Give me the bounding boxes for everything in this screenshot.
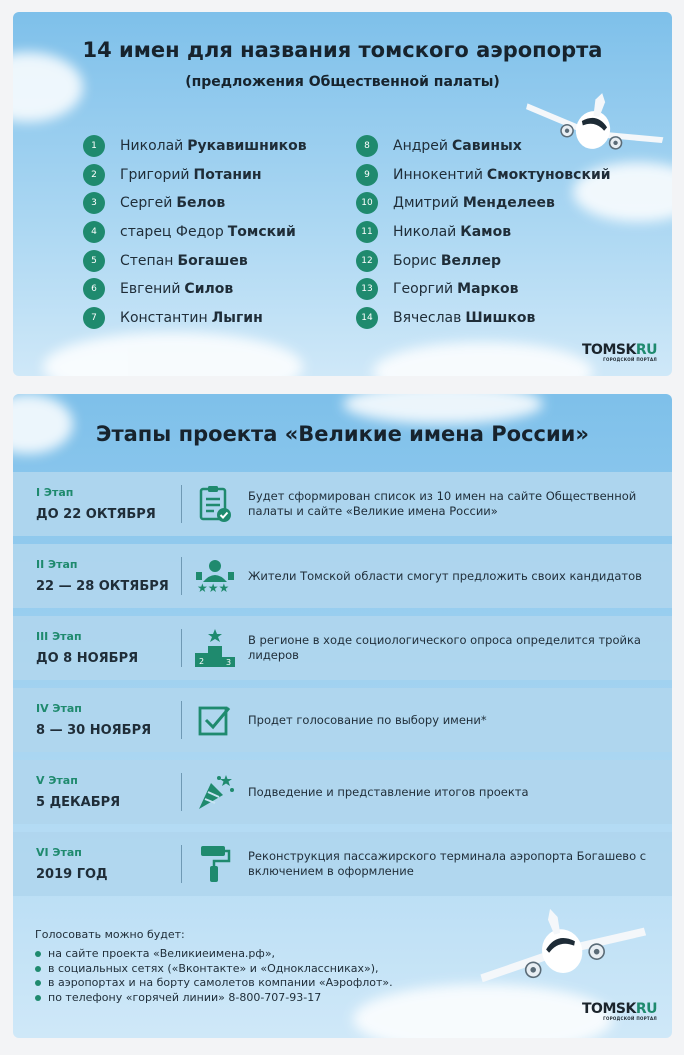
name-item (356, 304, 611, 333)
first-name: Дмитрий (393, 195, 459, 212)
last-name: Марков (457, 281, 519, 298)
stage-description: Будет сформирован список из 10 имен на сайте Общественной палаты и сайте «Великие имена России» (248, 489, 637, 518)
name-item (83, 304, 307, 333)
stage-row (13, 832, 672, 896)
tomskru-logo: TOMSKRU ГОРОДСКОЙ ПОРТАЛ (582, 342, 657, 362)
number-badge: 5 (83, 250, 105, 272)
last-name: Потанин (193, 166, 262, 183)
list-item (35, 991, 393, 1006)
first-name: Евгений (120, 281, 181, 298)
name-item (83, 132, 307, 161)
last-name: Рукавишников (187, 138, 307, 155)
stages-title: Этапы проекта «Великие имена России» (96, 422, 589, 446)
stage-description: Подведение и представление итогов проекта (248, 784, 529, 799)
stage-number: IV Этап (36, 702, 82, 715)
cloud-decoration (373, 342, 593, 376)
podium-icon (182, 628, 248, 668)
airplane-icon (468, 899, 658, 1004)
project-stages-panel (13, 394, 672, 1038)
paint-roller-icon (182, 844, 248, 884)
last-name: Смоктуновский (486, 166, 611, 183)
stage-number: I Этап (36, 486, 74, 499)
name-item (356, 161, 611, 190)
cloud-decoration (43, 332, 303, 376)
names-title: 14 имен для названия томского аэропорта (82, 38, 603, 62)
first-name: Григорий (120, 166, 190, 183)
name-item (83, 246, 307, 275)
last-name: Менделеев (462, 195, 555, 212)
stage-date: ДО 22 ОКТЯБРЯ (36, 507, 156, 522)
names-list-right (356, 132, 611, 332)
number-badge: 7 (83, 307, 105, 329)
stage-date: 22 — 28 ОКТЯБРЯ (36, 579, 169, 594)
checkbox-icon (182, 704, 248, 736)
stage-description: Продет голосование по выбору имени* (248, 712, 487, 727)
checklist-icon (182, 485, 248, 523)
voting-methods-list (35, 947, 393, 1005)
stage-row (13, 688, 672, 752)
last-name: Богашев (177, 252, 248, 269)
last-name: Лыгин (211, 309, 263, 326)
bullet-icon (35, 995, 41, 1001)
first-name: Борис (393, 252, 437, 269)
list-item (35, 947, 393, 962)
name-item (356, 275, 611, 304)
first-name: Николай (120, 138, 184, 155)
first-name: Степан (120, 252, 174, 269)
airport-names-panel (13, 12, 672, 376)
names-subtitle: (предложения Общественной палаты) (185, 74, 500, 90)
number-badge: 10 (356, 192, 378, 214)
voting-method: в аэропортах и на борту самолетов компании «Аэрофлот». (48, 976, 393, 989)
name-item (83, 218, 307, 247)
first-name: Георгий (393, 281, 454, 298)
list-item (35, 976, 393, 991)
last-name: Силов (184, 281, 234, 298)
first-name: Вячеслав (393, 309, 462, 326)
stage-row (13, 472, 672, 536)
bullet-icon (35, 980, 41, 986)
voting-method: по телефону «горячей линии» 8-800-707-93-17 (48, 990, 322, 1004)
bullet-icon (35, 951, 41, 957)
name-item (356, 218, 611, 247)
last-name: Савиных (452, 138, 522, 155)
name-item (83, 189, 307, 218)
stage-number: V Этап (36, 774, 78, 787)
number-badge: 11 (356, 221, 378, 243)
stage-date: ДО 8 НОЯБРЯ (36, 651, 139, 666)
first-name: Сергей (120, 195, 173, 212)
number-badge: 2 (83, 164, 105, 186)
bullet-icon (35, 966, 41, 972)
first-name: Иннокентий (393, 166, 483, 183)
stage-row (13, 760, 672, 824)
stage-date: 2019 ГОД (36, 867, 108, 882)
voting-method: на сайте проекта «Великиеимена.рф», (48, 947, 276, 960)
voting-method: в социальных сетях («Вконтакте» и «Одноклассниках»), (48, 961, 379, 975)
stage-row (13, 544, 672, 608)
first-name: Константин (120, 309, 208, 326)
number-badge: 3 (83, 192, 105, 214)
number-badge: 1 (83, 135, 105, 157)
list-item (35, 962, 393, 977)
names-list-left (83, 132, 307, 332)
last-name: Белов (176, 195, 226, 212)
stage-description: Жители Томской области смогут предложить своих кандидатов (248, 568, 642, 583)
last-name: Шишков (465, 309, 536, 326)
svg-text:3: 3 (226, 658, 232, 667)
svg-text:2: 2 (199, 657, 205, 666)
first-name: Андрей (393, 138, 449, 155)
number-badge: 8 (356, 135, 378, 157)
number-badge: 14 (356, 307, 378, 329)
stage-row (13, 616, 672, 680)
first-name: старец Федор (120, 224, 224, 241)
stage-description: В регионе в ходе социологического опроса определится тройка лидеров (248, 633, 641, 662)
stage-date: 8 — 30 НОЯБРЯ (36, 723, 152, 738)
last-name: Веллер (440, 252, 502, 269)
stage-number: VI Этап (36, 846, 82, 859)
number-badge: 13 (356, 278, 378, 300)
cloud-decoration (343, 394, 543, 424)
first-name: Николай (393, 224, 457, 241)
number-badge: 9 (356, 164, 378, 186)
stage-date: 5 ДЕКАБРЯ (36, 795, 121, 810)
stage-number: III Этап (36, 630, 82, 643)
stage-number: II Этап (36, 558, 78, 571)
number-badge: 12 (356, 250, 378, 272)
svg-text:★★★: ★★★ (197, 581, 230, 594)
voting-intro: Голосовать можно будет: (35, 928, 185, 941)
name-item (356, 189, 611, 218)
candidate-stars-icon (182, 558, 248, 594)
number-badge: 4 (83, 221, 105, 243)
name-item (83, 161, 307, 190)
last-name: Камов (460, 224, 512, 241)
stage-description: Реконструкция пассажирского терминала аэропорта Богашево с включением в оформление (248, 849, 647, 878)
number-badge: 6 (83, 278, 105, 300)
name-item (356, 132, 611, 161)
last-name: Томский (227, 224, 296, 241)
name-item (83, 275, 307, 304)
party-popper-icon (182, 773, 248, 811)
name-item (356, 246, 611, 275)
tomskru-logo: TOMSKRU ГОРОДСКОЙ ПОРТАЛ (582, 1001, 657, 1021)
